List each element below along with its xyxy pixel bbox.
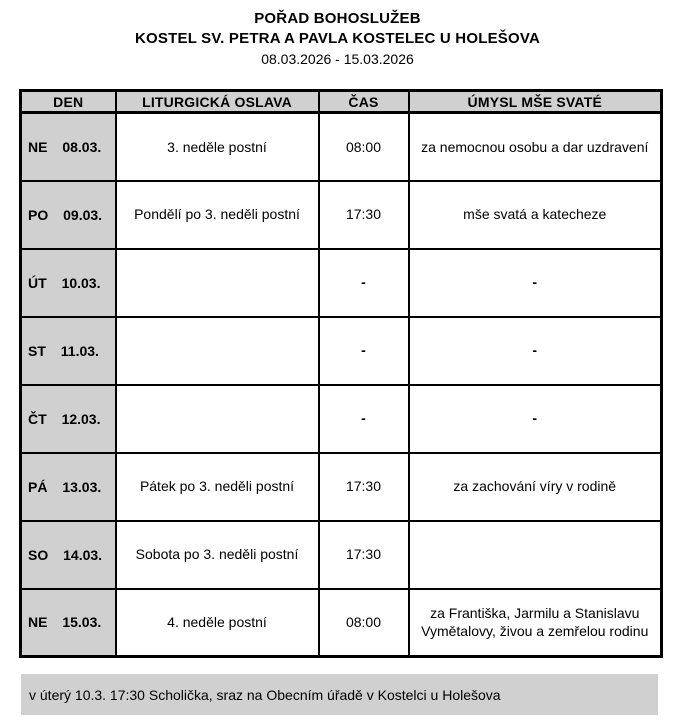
table-header-row xyxy=(21,91,662,113)
day-date: 14.03. xyxy=(63,546,103,563)
day-date: 12.03. xyxy=(61,410,101,427)
time-cell: 08:00 xyxy=(319,113,409,181)
celebration-cell: 3. neděle postní xyxy=(116,113,319,181)
column-header-day: DEN xyxy=(21,91,116,113)
column-header-celebration: LITURGICKÁ OSLAVA xyxy=(116,91,319,113)
date-range: 08.03.2026 - 15.03.2026 xyxy=(261,51,414,67)
time-cell: 17:30 xyxy=(319,181,409,249)
day-cell xyxy=(21,453,116,521)
table-row xyxy=(21,589,662,657)
day-date: 13.03. xyxy=(62,478,102,495)
celebration-cell xyxy=(116,385,319,453)
celebration-cell: 4. neděle postní xyxy=(116,589,319,657)
column-header-intention: ÚMYSL MŠE SVATÉ xyxy=(409,91,662,113)
day-cell xyxy=(21,385,116,453)
celebration-cell xyxy=(116,317,319,385)
table-row xyxy=(21,317,662,385)
footer-note xyxy=(21,674,658,715)
time-cell: 08:00 xyxy=(319,589,409,657)
intention-cell xyxy=(409,521,662,589)
column-header-time: ČAS xyxy=(319,91,409,113)
time-cell: - xyxy=(319,249,409,317)
page-title: POŘAD BOHOSLUŽEB xyxy=(254,10,421,27)
day-abbr: SO xyxy=(28,546,49,563)
intention-cell: - xyxy=(409,249,662,317)
intention-cell: - xyxy=(409,385,662,453)
time-cell: 17:30 xyxy=(319,521,409,589)
intention-cell: za Františka, Jarmilu a Stanislavu Vymětalovy, živou a zemřelou rodinu xyxy=(409,589,662,657)
intention-cell: za nemocnou osobu a dar uzdravení xyxy=(409,113,662,181)
day-date: 10.03. xyxy=(61,274,101,291)
table-row xyxy=(21,521,662,589)
celebration-cell: Sobota po 3. neděli postní xyxy=(116,521,319,589)
footer-note-text: v úterý 10.3. 17:30 Scholička, sraz na Obecním úřadě v Kostelci u Holešova xyxy=(29,686,501,703)
day-date: 11.03. xyxy=(60,342,99,359)
day-cell xyxy=(21,589,116,657)
day-abbr: ČT xyxy=(28,410,47,427)
day-date: 08.03. xyxy=(62,138,102,155)
day-cell xyxy=(21,317,116,385)
day-abbr: ST xyxy=(28,342,46,359)
day-abbr: PÁ xyxy=(28,478,48,495)
intention-cell: za zachování víry v rodině xyxy=(409,453,662,521)
day-abbr: NE xyxy=(28,138,48,155)
day-abbr: PO xyxy=(28,206,49,223)
day-cell xyxy=(21,113,116,181)
celebration-cell: Pondělí po 3. neděli postní xyxy=(116,181,319,249)
table-row xyxy=(21,181,662,249)
church-name: KOSTEL SV. PETRA A PAVLA KOSTELEC U HOLEŠOVA xyxy=(135,30,540,47)
day-abbr: ÚT xyxy=(28,274,47,291)
day-cell xyxy=(21,181,116,249)
day-cell xyxy=(21,521,116,589)
time-cell: - xyxy=(319,385,409,453)
day-cell xyxy=(21,249,116,317)
intention-cell: - xyxy=(409,317,662,385)
celebration-cell: Pátek po 3. neděli postní xyxy=(116,453,319,521)
time-cell: - xyxy=(319,317,409,385)
time-cell: 17:30 xyxy=(319,453,409,521)
celebration-cell xyxy=(116,249,319,317)
document-header xyxy=(0,0,675,69)
table-row xyxy=(21,249,662,317)
intention-cell: mše svatá a katecheze xyxy=(409,181,662,249)
table-row xyxy=(21,453,662,521)
day-date: 15.03. xyxy=(62,614,102,631)
table-row xyxy=(21,385,662,453)
table-row xyxy=(21,113,662,181)
day-abbr: NE xyxy=(28,614,48,631)
schedule-table xyxy=(19,89,663,658)
day-date: 09.03. xyxy=(63,206,103,223)
